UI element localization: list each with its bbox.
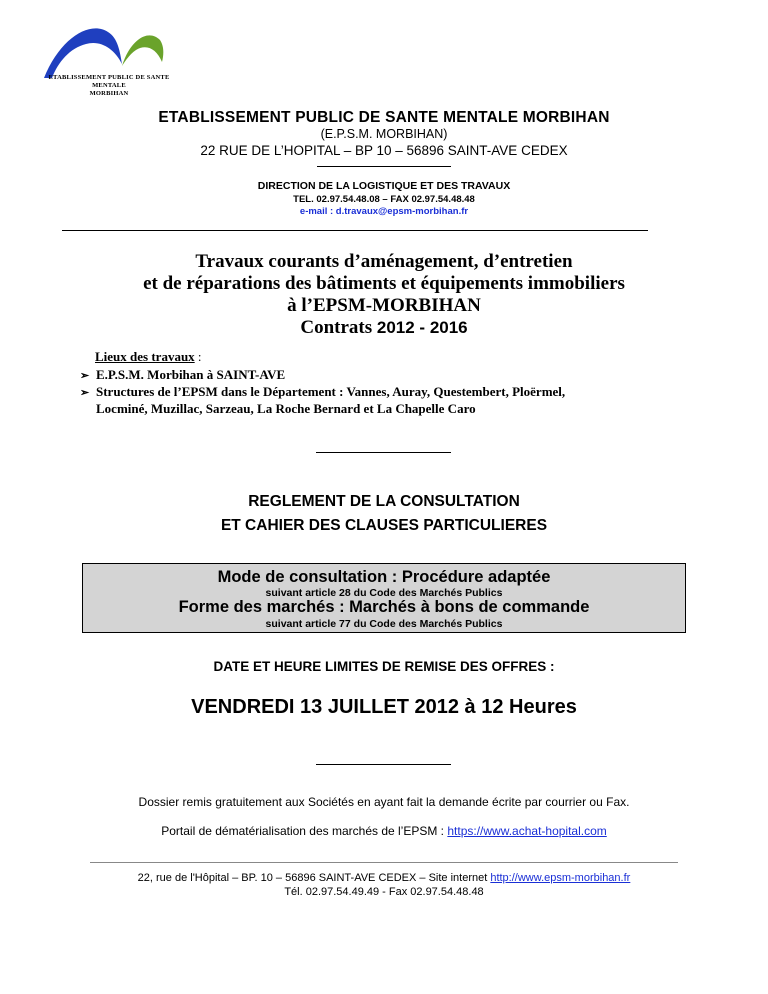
logo-caption xyxy=(34,74,184,98)
organization-abbreviation: (E.P.S.M. MORBIHAN) xyxy=(320,127,448,141)
organization-name: ETABLISSEMENT PUBLIC DE SANTE MENTALE MORBIHAN xyxy=(158,109,610,126)
title-line-1: Travaux courants d’aménagement, d’entretien xyxy=(195,251,573,272)
footer-address-text: 22, rue de l'Hôpital – BP. 10 – 56896 SAINT-AVE CEDEX – Site internet xyxy=(137,872,491,884)
arrow-bullet-icon: ➢ xyxy=(80,387,90,399)
title-line-2: et de réparations des bâtiments et équipements immobiliers xyxy=(143,273,625,294)
direction-email[interactable]: e-mail : d.travaux@epsm-morbihan.fr xyxy=(299,206,469,217)
header-bottom-rule xyxy=(62,230,648,231)
location-item-2-continued: Locminé, Muzillac, Sarzeau, La Roche Bernard et La Chapelle Caro xyxy=(96,401,476,416)
direction-phone-fax: TEL. 02.97.54.48.08 – FAX 02.97.54.48.48 xyxy=(293,194,475,205)
document-title xyxy=(0,251,768,339)
document-type xyxy=(0,490,768,538)
deadline-date: VENDREDI 13 JUILLET 2012 à 12 Heures xyxy=(191,696,577,718)
work-locations-label: Lieux des travaux xyxy=(95,349,195,364)
header-divider xyxy=(317,166,451,167)
title-line-4 xyxy=(0,317,768,339)
arrow-bullet-icon: ➢ xyxy=(80,370,90,382)
location-item-2: Structures de l’EPSM dans le Département : Vannes, Auray, Questembert, Ploërmel, xyxy=(96,384,566,399)
work-locations-heading xyxy=(95,349,202,365)
footer-website-link[interactable]: http://www.epsm-morbihan.fr xyxy=(490,872,631,884)
portal-note xyxy=(0,824,768,838)
title-contract-prefix: Contrats xyxy=(300,317,377,338)
logo-swoosh-icon xyxy=(30,18,180,80)
footer-rule xyxy=(90,862,678,863)
document-type-line-2: ET CAHIER DES CLAUSES PARTICULIERES xyxy=(220,517,548,534)
work-locations-colon: : xyxy=(194,349,202,364)
section-divider xyxy=(316,452,451,453)
consultation-mode: Mode de consultation : Procédure adaptée xyxy=(217,568,551,586)
dossier-note: Dossier remis gratuitement aux Sociétés en ayant fait la demande écrite par courrier ou Fax. xyxy=(138,795,630,809)
organization-address: 22 RUE DE L’HOPITAL – BP 10 – 56896 SAINT-AVE CEDEX xyxy=(200,143,568,158)
deadline-label: DATE ET HEURE LIMITES DE REMISE DES OFFRES : xyxy=(213,659,555,674)
portal-text: Portail de dématérialisation des marchés de l’EPSM : xyxy=(161,824,448,838)
footer-phone-fax: Tél. 02.97.54.49.49 - Fax 02.97.54.48.48 xyxy=(284,886,484,898)
deadline-divider xyxy=(316,764,451,765)
contract-form: Forme des marchés : Marchés à bons de commande xyxy=(178,598,590,616)
document-type-line-1: REGLEMENT DE LA CONSULTATION xyxy=(248,493,520,510)
direction-name: DIRECTION DE LA LOGISTIQUE ET DES TRAVAUX xyxy=(257,180,511,192)
location-item-1: E.P.S.M. Morbihan à SAINT-AVE xyxy=(96,367,286,382)
title-contract-years: 2012 - 2016 xyxy=(376,318,468,337)
footer-address xyxy=(0,872,768,884)
consultation-mode-reference: suivant article 28 du Code des Marchés Publics xyxy=(265,587,503,599)
consultation-info-box xyxy=(82,563,686,633)
logo-caption-line2: MORBIHAN xyxy=(89,90,129,97)
contract-form-reference: suivant article 77 du Code des Marchés Publics xyxy=(265,618,503,630)
portal-link[interactable]: https://www.achat-hopital.com xyxy=(447,824,607,838)
logo-caption-line1: ETABLISSEMENT PUBLIC DE SANTE MENTALE xyxy=(48,74,170,89)
title-line-3: à l’EPSM-MORBIHAN xyxy=(287,295,481,316)
